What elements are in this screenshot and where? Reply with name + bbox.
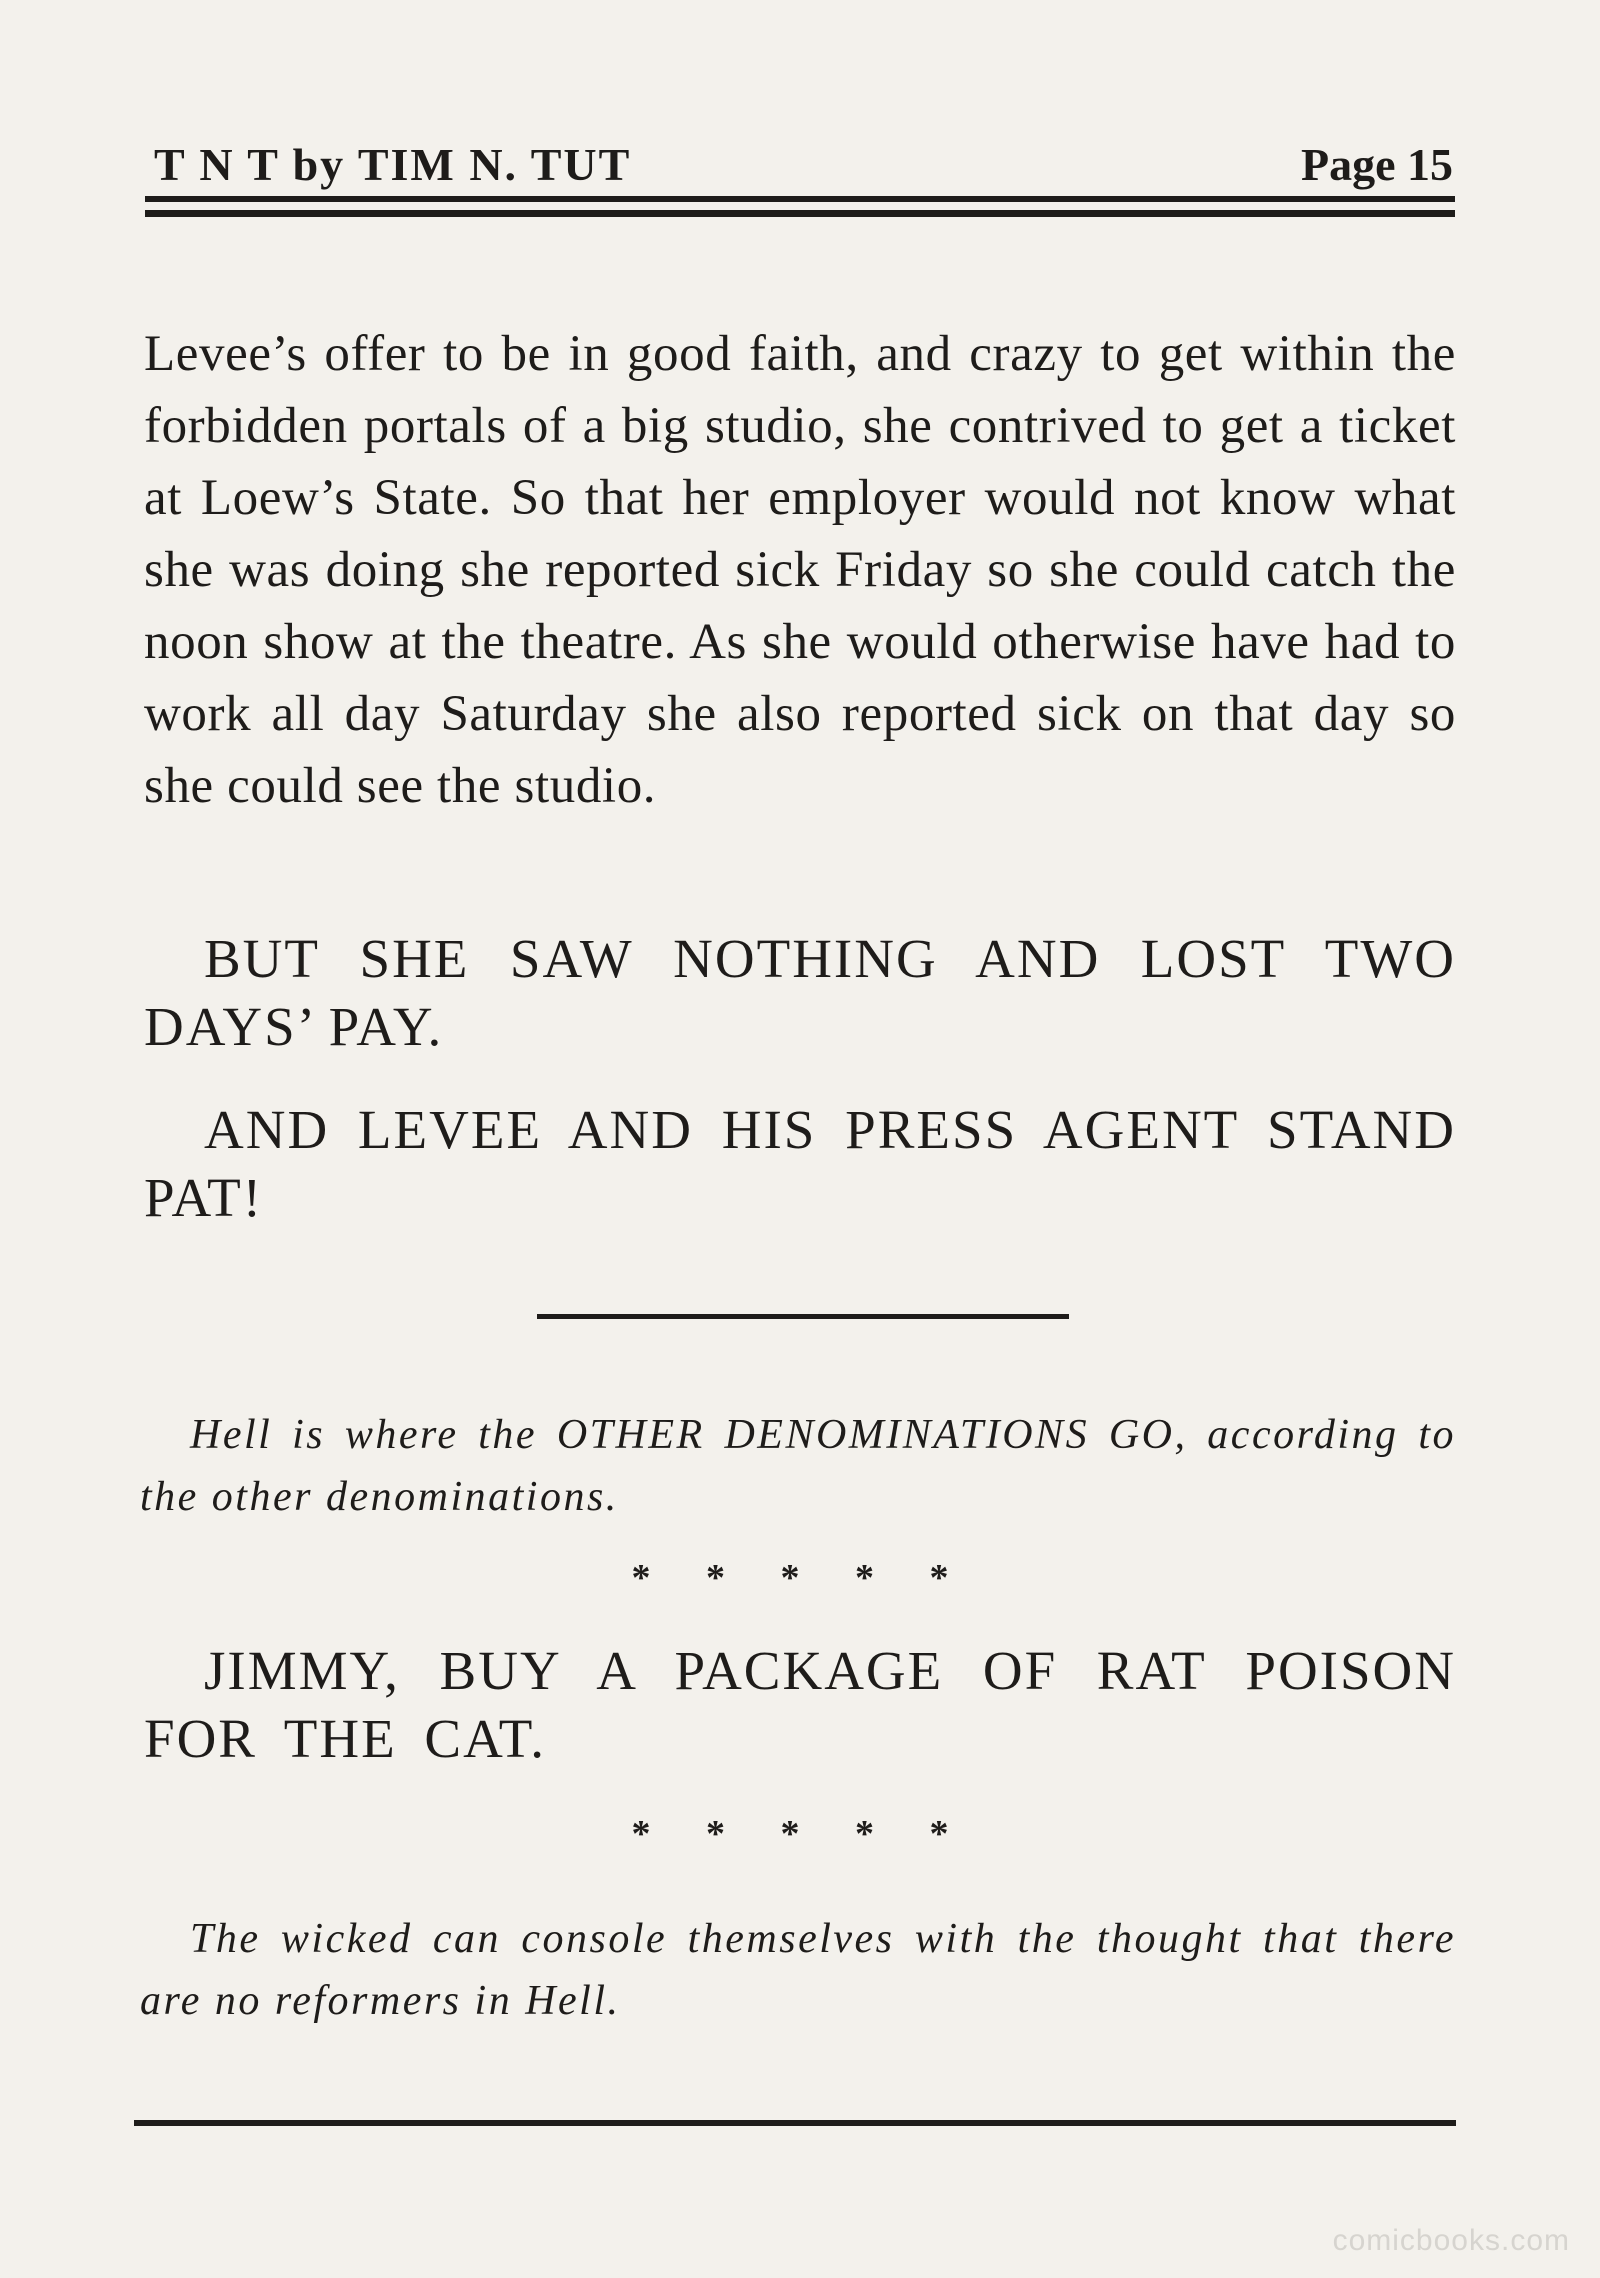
running-title: T N T by TIM N. TUT (154, 139, 632, 190)
caps-statement-lost-pay: BUT SHE SAW NOTHING AND LOST TWO DAYS’ PAY. (144, 928, 1456, 1057)
italic-quip-reformers: The wicked can console themselves with the thought that there are no reformers in Hell. (140, 1916, 1456, 2024)
asterisk-separator: * * * * * (631, 1813, 949, 1855)
italic-quip-denominations: Hell is where the OTHER DENOMINATIONS GO, according to the other denominations. (140, 1412, 1456, 1520)
asterisk-separator: * * * * * (631, 1557, 949, 1599)
header-rule-bottom (145, 210, 1455, 217)
page-number: Page 15 (1300, 139, 1453, 190)
watermark: comicbooks.com (1332, 2224, 1570, 2257)
footer-rule (134, 2120, 1456, 2126)
body-paragraph: Levee’s offer to be in good faith, and crazy to get within the forbidden portals of a big studio, she contrived to get a ticket at Loew’s State. So that her employer would not know what she was doing she reported sick Friday so she could catch the noon show at the theatre. As she would otherwise have had to work all day Saturday she also reported sick on that day so she could see the studio. (144, 326, 1456, 814)
section-divider (537, 1314, 1069, 1319)
caps-quip-rat-poison: JIMMY, BUY A PACKAGE OF RAT POISON FOR THE CAT. (144, 1640, 1456, 1769)
header-rule-top (145, 196, 1455, 202)
caps-statement-stand-pat: AND LEVEE AND HIS PRESS AGENT STAND PAT! (144, 1099, 1456, 1228)
running-header (150, 135, 1453, 195)
